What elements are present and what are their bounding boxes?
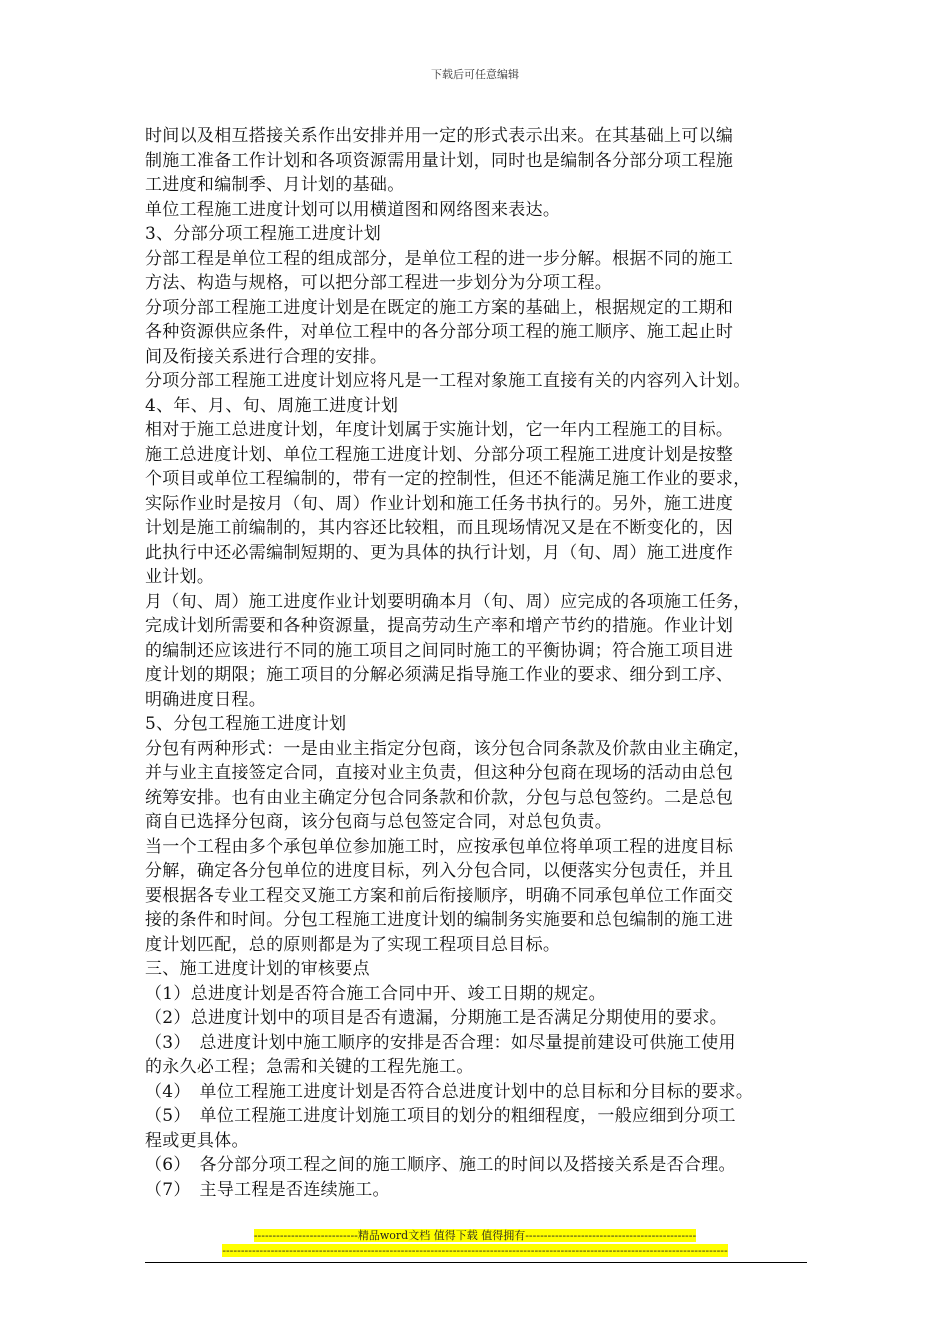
text-line: （7） 主导工程是否连续施工。 [145,1179,390,1200]
footer-banner-line-1 [0,1228,950,1243]
text-line: 时间以及相互搭接关系作出安排并用一定的形式表示出来。在其基础上可以编 [145,126,734,146]
text-line: （1）总进度计划是否符合施工合同中开、竣工日期的规定。 [145,983,606,1004]
text-line: 月（旬、周）施工进度作业计划要明确本月（旬、周）应完成的各项施工任务， [145,591,751,612]
text-line: 计划是施工前编制的，其内容还比较粗，而且现场情况又是在不断变化的，因 [145,518,734,538]
text-line: 分项分部工程施工进度计划应将凡是一工程对象施工直接有关的内容列入计划。 [145,371,751,391]
text-line: 分包有两种形式：一是由业主指定分包商，该分包合同条款及价款由业主确定， [145,738,751,759]
footer-banner-text-1: ----------------------------精品word文档 值得下载 值得拥有---------------------------------------------- [253,1229,697,1242]
text-line: 明确进度日程。 [145,689,267,710]
text-line: 3、分部分项工程施工进度计划 [145,224,382,244]
text-line: （6） 各分部分项工程之间的施工顺序、施工的时间以及搭接关系是否合理。 [145,1155,736,1175]
text-line: 三、施工进度计划的审核要点 [145,959,370,979]
text-line: 的永久必工程；急需和关键的工程先施工。 [145,1057,474,1077]
text-line: 接的条件和时间。分包工程施工进度计划的编制务实施要和总包编制的施工进 [145,910,734,930]
text-line: （3） 总进度计划中施工顺序的安排是否合理：如尽量提前建设可供施工使用 [145,1032,736,1053]
text-line: 分解，确定各分包单位的进度目标，列入分包合同，以便落实分包责任，并且 [145,861,734,881]
text-line: （5） 单位工程施工进度计划施工项目的划分的粗细程度，一般应细到分项工 [145,1106,736,1126]
text-line: 4、年、月、旬、周施工进度计划 [145,395,399,416]
text-line: 个项目或单位工程编制的，带有一定的控制性，但还不能满足施工作业的要求， [145,469,751,489]
footer-banner-text-2: ---------------------------------------------------------------------------------------------------------------------------------------- [222,1244,728,1257]
footer-banner [0,1228,950,1258]
text-line: 此执行中还必需编制短期的、更为具体的执行计划，月（旬、周）施工进度作 [145,542,734,563]
text-line: 各种资源供应条件，对单位工程中的各分部分项工程的施工顺序、施工起止时 [145,322,734,342]
text-line: 当一个工程由多个承包单位参加施工时，应按承包单位将单项工程的进度目标 [145,836,734,857]
text-line: 施工总进度计划、单位工程施工进度计划、分部分项工程施工进度计划是按整 [145,444,734,465]
text-line: 的编制还应该进行不同的施工项目之间同时施工的平衡协调；符合施工项目进 [145,640,734,661]
text-line: 业计划。 [145,567,215,587]
text-line: 5、分包工程施工进度计划 [145,714,347,734]
text-line: 度计划的期限；施工项目的分解必须满足指导施工作业的要求、细分到工序、 [145,665,734,685]
text-line: 程或更具体。 [145,1130,249,1151]
text-line: 实际作业时是按月（旬、周）作业计划和施工任务书执行的。另外，施工进度 [145,493,734,514]
text-line: 相对于施工总进度计划，年度计划属于实施计划，它一年内工程施工的目标。 [145,420,734,440]
text-line: 单位工程施工进度计划可以用横道图和网络图来表达。 [145,199,561,220]
footer-banner-line-2 [0,1243,950,1258]
text-line: 方法、构造与规格，可以把分部工程进一步划分为分项工程。 [145,273,613,293]
text-line: 间及衔接关系进行合理的安排。 [145,346,388,367]
text-line: 统筹安排。也有由业主确定分包合同条款和价款，分包与总包签约。二是总包 [145,787,734,808]
text-line: 度计划匹配，总的原则都是为了实现工程项目总目标。 [145,934,561,955]
text-line: 工进度和编制季、月计划的基础。 [145,175,405,195]
footer-divider [145,1262,807,1263]
text-line: （2）总进度计划中的项目是否有遗漏，分期施工是否满足分期使用的要求。 [145,1008,728,1028]
text-line: 并与业主直接签定合同，直接对业主负责，但这种分包商在现场的活动由总包 [145,763,734,783]
text-line: 商自已选择分包商，该分包商与总包签定合同，对总包负责。 [145,812,613,832]
document-body [145,124,825,1202]
text-line: 要根据各专业工程交叉施工方案和前后衔接顺序，明确不同承包单位工作面交 [145,885,734,906]
text-line: 完成计划所需要和各种资源量，提高劳动生产率和增产节约的措施。作业计划 [145,616,734,636]
page-header: 下载后可任意编辑 [431,68,519,81]
text-line: （4） 单位工程施工进度计划是否符合总进度计划中的总目标和分目标的要求。 [145,1081,754,1102]
text-line: 制施工准备工作计划和各项资源需用量计划，同时也是编制各分部分项工程施 [145,150,734,171]
text-line: 分部工程是单位工程的组成部分，是单位工程的进一步分解。根据不同的施工 [145,248,734,269]
text-line: 分项分部工程施工进度计划是在既定的施工方案的基础上，根据规定的工期和 [145,297,734,318]
